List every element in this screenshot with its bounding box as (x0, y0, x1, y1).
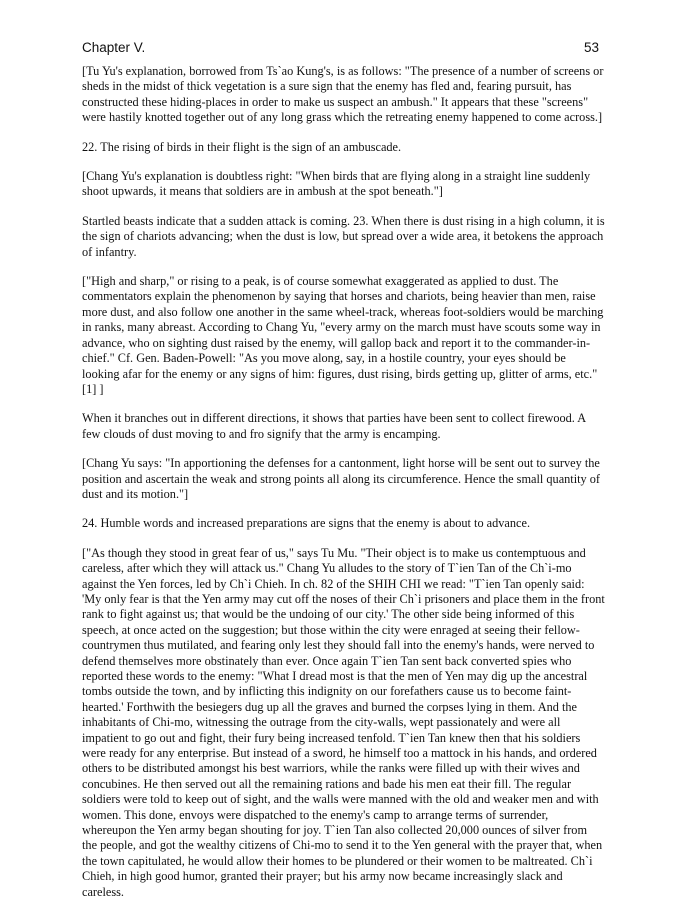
chapter-title: Chapter V. (82, 40, 146, 55)
paragraph-24-humble-words: 24. Humble words and increased preparations are signs that the enemy is about to advance. (82, 516, 531, 531)
paragraph-23-dust: Startled beasts indicate that a sudden attack is coming. 23. When there is dust rising in a high column, it is the sign of chariots advancing; when the dust is low, but spread over a wide area, it betokens the approach of infantry. (82, 213, 605, 259)
page-number: 53 (583, 40, 599, 55)
paragraph-chang-yu-birds: [Chang Yu's explanation is doubtless right: "When birds that are flying along in a straight line suddenly shoot upwards, it means that soldiers are in ambush at the spot beneath."] (82, 169, 591, 199)
paragraph-high-and-sharp: ["High and sharp," or rising to a peak, is of course somewhat exaggerated as applied to dust. The commentators explain the phenomenon by saying that horses and chariots, being heavier than men, raise more dust, and also follow one another in the same wheel-track, whereas foot-soldiers would be marching in ranks, many abreast. According to Chang Yu, "every army on the march must have scouts some way in advance, who on sighting dust raised by the enemy, will gallop back and report it to the commander-in-chief." Cf. Gen. Baden-Powell: "As you move along, say, in a hostile country, your eyes should be looking afar for the enemy or any signs of him: figures, dust rising, birds getting up, glitter of arms, etc." [1] ] (82, 274, 604, 396)
page-body (82, 64, 605, 914)
paragraph-22-birds: 22. The rising of birds in their flight is the sign of an ambuscade. (82, 139, 402, 154)
page-header (82, 40, 599, 56)
paragraph-chang-yu-cantonment: [Chang Yu says: "In apportioning the defenses for a cantonment, light horse will be sent out to survey the position and ascertain the weak and strong points all along its circumference. Hence the small quantity of dust and its motion."] (82, 456, 601, 501)
paragraph-branches-out: When it branches out in different directions, it shows that parties have been sent to collect firewood. A few clouds of dust moving to and fro signify that the army is encamping. (82, 411, 586, 441)
paragraph-tu-yu-screens: [Tu Yu's explanation, borrowed from Ts`ao Kung's, is as follows: "The presence of a number of screens or sheds in the midst of thick vegetation is a sure sign that the enemy has fled and, fearing pursuit, has constructed these hiding-places in order to make us suspect an ambush." It appears that these "screens" were hastily knotted together out of any long grass which the retreating enemy happened to come across.] (82, 64, 604, 125)
paragraph-tien-tan-story: ["As though they stood in great fear of us," says Tu Mu. "Their object is to make us contemptuous and careless, after which they will attack us." Chang Yu alludes to the story of T`ien Tan of the Ch`i-mo against the Yen forces, led by Ch`i Chieh. In ch. 82 of the SHIH CHI we read: "T`ien Tan openly said: 'My only fear is that the Yen army may cut off the noses of their Ch`i prisoners and place them in the front rank to fight against us; that would be the undoing of our city.' The other side being informed of this speech, at once acted on the suggestion; but those within the city were enraged at seeing their fellow-countrymen thus mutilated, and fearing only lest they should fall into the enemy's hands, were nerved to defend themselves more obstinately than ever. Once again T`ien Tan sent back converted spies who reported these words to the enemy: "What I dread most is that the men of Yen may dig up the ancestral tombs outside the town, and by inflicting this indignity on our forefathers cause us to become faint-hearted.' Forthwith the besiegers dug up all the graves and burned the corpses lying in them. And the inhabitants of Chi-mo, witnessing the outrage from the city-walls, wept passionately and were all impatient to go out and fight, their fury being increased tenfold. T`ien Tan knew then that his soldiers were ready for any enterprise. But instead of a sword, he himself too a mattock in his hands, and ordered others to be distributed amongst his best warriors, while the ranks were filled up with their wives and concubines. He then served out all the remaining rations and bade his men eat their fill. The regular soldiers were told to keep out of sight, and the walls were manned with the old and weaker men and with women. This done, envoys were dispatched to the enemy's camp to arrange terms of surrender, whereupon the Yen army began shouting for joy. T`ien Tan also collected 20,000 ounces of silver from the people, and got the wealthy citizens of Chi-mo to send it to the Yen general with the prayer that, when the town capitulated, he would allow their homes to be plundered or their women to be maltreated. Ch`i Chieh, in high good humor, granted their prayer; but his army now became increasingly slack and careless. (82, 545, 605, 899)
